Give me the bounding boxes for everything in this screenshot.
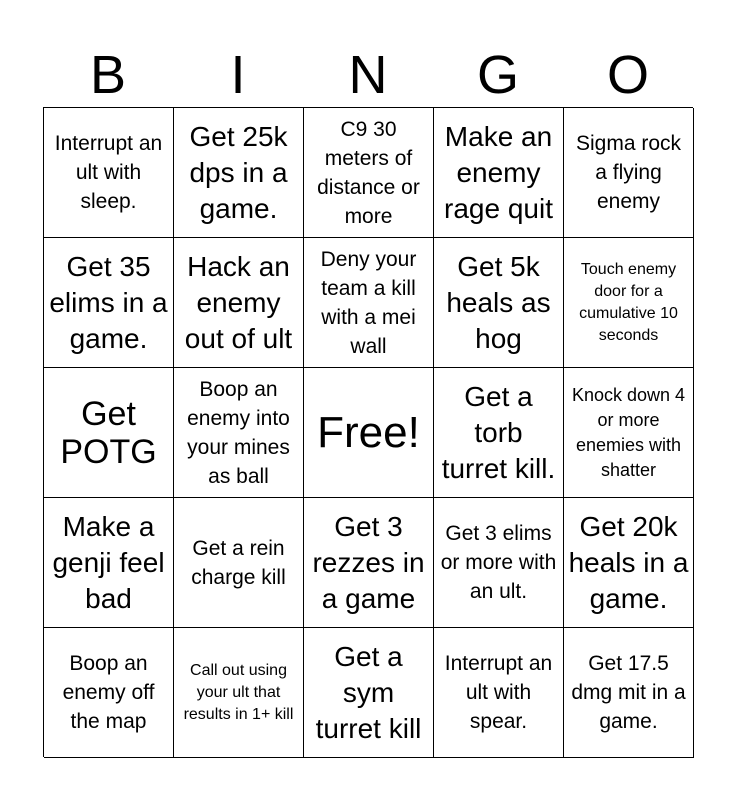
cell-text: Get 35 elims in a game.: [49, 250, 168, 354]
bingo-cell[interactable]: [564, 238, 694, 368]
bingo-cell[interactable]: [304, 238, 434, 368]
bingo-cell[interactable]: [174, 108, 304, 238]
header-letter-i: I: [230, 45, 246, 105]
bingo-cell[interactable]: [434, 498, 564, 628]
cell-text: Get 3 elims or more with an ult.: [440, 522, 557, 603]
cell-text: Get 17.5 dmg mit in a game.: [571, 652, 686, 733]
bingo-cell[interactable]: [44, 238, 174, 368]
cell-text: Boop an enemy off the map: [62, 652, 155, 733]
cell-text: Free!: [317, 407, 420, 457]
bingo-cell[interactable]: [564, 628, 694, 758]
bingo-cell[interactable]: [44, 498, 174, 628]
bingo-cell[interactable]: [44, 108, 174, 238]
cell-text: Get a sym turret kill: [315, 640, 422, 744]
bingo-cell[interactable]: [564, 108, 694, 238]
cell-text: Make a genji feel bad: [52, 510, 165, 614]
cell-text: Get a torb turret kill.: [441, 380, 556, 484]
header-letter-b: B: [89, 45, 127, 105]
cell-text: Touch enemy door for a cumulative 10 seconds: [579, 260, 678, 344]
header-letter-g: G: [476, 45, 519, 105]
cell-text: Get POTG: [60, 394, 157, 471]
cell-text: Hack an enemy out of ult: [184, 250, 293, 354]
header-letter-o: O: [606, 45, 649, 105]
bingo-cell[interactable]: [564, 498, 694, 628]
cell-text: Deny your team a kill with a mei wall: [320, 247, 417, 358]
bingo-cell[interactable]: [174, 628, 304, 758]
cell-text: Get 25k dps in a game.: [189, 120, 288, 224]
bingo-cell[interactable]: [434, 108, 564, 238]
cell-text: Interrupt an ult with sleep.: [54, 132, 163, 213]
bingo-cell[interactable]: [174, 368, 304, 498]
bingo-cell[interactable]: [304, 628, 434, 758]
cell-text: Boop an enemy into your mines as ball: [187, 377, 290, 488]
bingo-cell[interactable]: [174, 498, 304, 628]
bingo-grid: [43, 107, 693, 757]
cell-text: Get 5k heals as hog: [446, 250, 551, 354]
cell-text: Sigma rock a flying enemy: [575, 132, 682, 213]
cell-text: Call out using your ult that results in 1+ kill: [183, 661, 294, 723]
bingo-cell[interactable]: [44, 368, 174, 498]
cell-text: Get 3 rezzes in a game: [312, 510, 425, 614]
bingo-cell[interactable]: [564, 368, 694, 498]
bingo-cell[interactable]: [434, 238, 564, 368]
bingo-cell[interactable]: [44, 628, 174, 758]
bingo-cell[interactable]: [304, 108, 434, 238]
header-letter-n: N: [348, 45, 388, 105]
cell-text: Interrupt an ult with spear.: [444, 652, 553, 733]
bingo-cell[interactable]: [434, 368, 564, 498]
cell-text: C9 30 meters of distance or more: [317, 117, 420, 228]
bingo-cell[interactable]: [174, 238, 304, 368]
bingo-header: [43, 44, 693, 106]
bingo-cell[interactable]: [434, 628, 564, 758]
cell-text: Make an enemy rage quit: [444, 120, 553, 224]
cell-text: Get 20k heals in a game.: [568, 510, 689, 614]
cell-text: Knock down 4 or more enemies with shatter: [571, 384, 686, 480]
free-cell[interactable]: [304, 368, 434, 498]
bingo-cell[interactable]: [304, 498, 434, 628]
cell-text: Get a rein charge kill: [191, 536, 286, 589]
